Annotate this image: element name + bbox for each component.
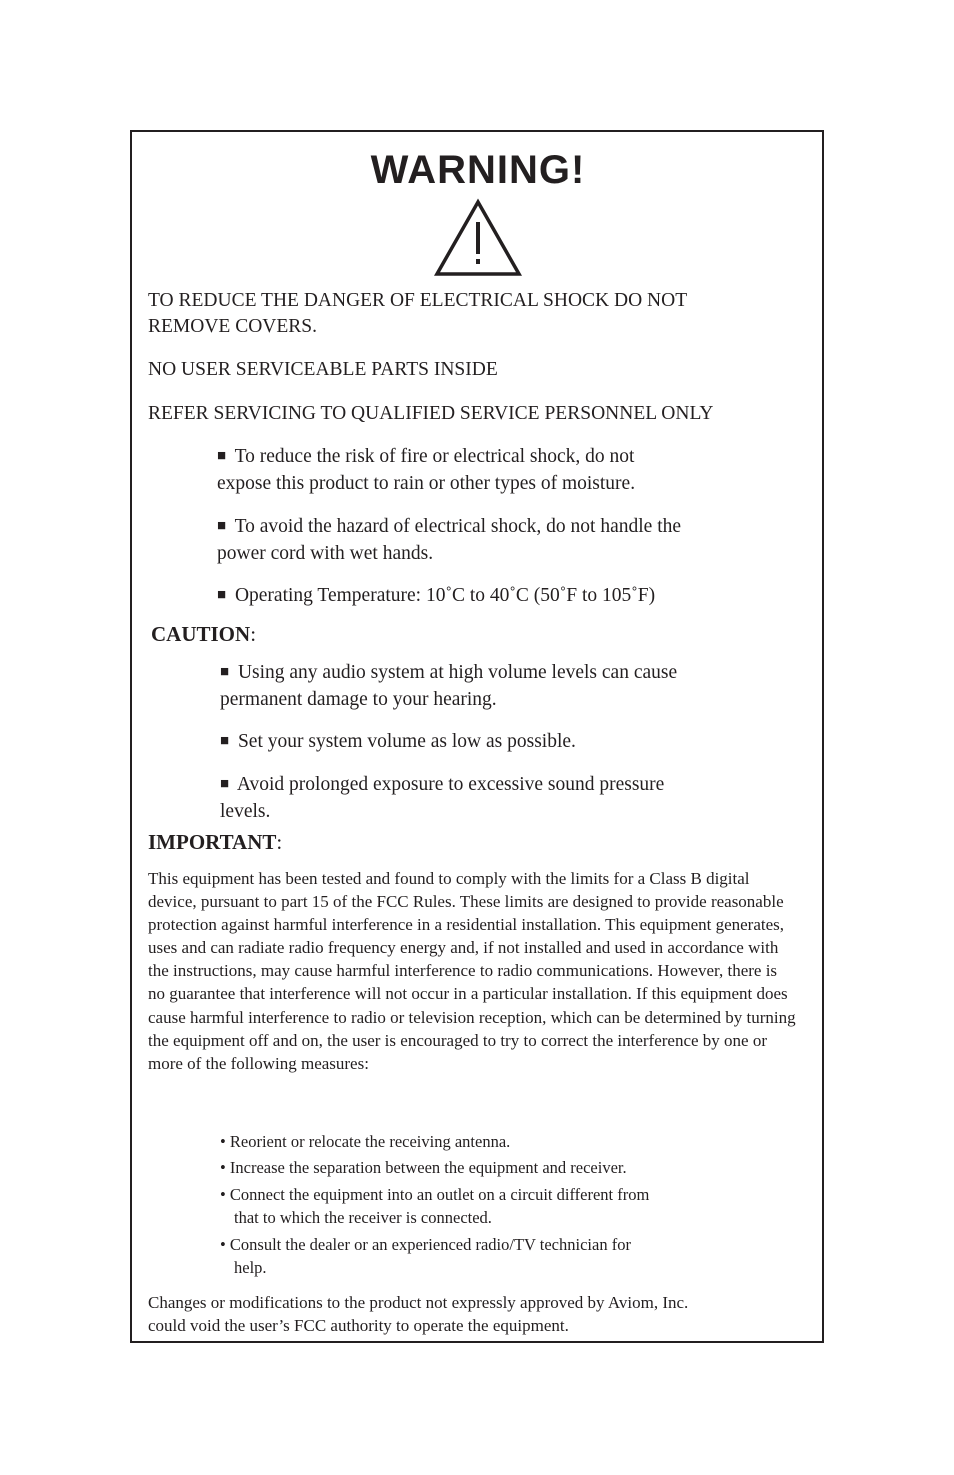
- warning-bullet-3: ■ Operating Temperature: 10˚C to 40˚C (50˚F to 105˚F): [217, 585, 656, 606]
- square-bullet-icon: ■: [220, 733, 230, 749]
- caution-heading: CAUTION:: [151, 622, 257, 646]
- fcc-compliance-paragraph: This equipment has been tested and found to comply with the limits for a Class B digital device, pursuant to part 15 of the FCC Rules. These limits are designed to provide reasonable protection against harmful interference in a residential installation. This equipment generates, uses and can radiate radio frequency energy and, if not installed and used in accordance with the instructions, may cause harmful interference to radio communications. However, there is no guarantee that interference will not occur in a particular installation. If this equipment does cause harmful interference to radio or television reception, which can be determined by turning the equipment off and on, the user is encouraged to try to correct the interference by one or more of the following measures:: [148, 869, 796, 1073]
- caution-bullet-2: ■ Set your system volume as low as possible.: [220, 731, 576, 752]
- square-bullet-icon: ■: [217, 448, 227, 464]
- fcc-modification-notice: Changes or modifications to the product not expressly approved by Aviom, Inc. could void the user’s FCC authority to operate the equipment.: [148, 1293, 689, 1335]
- square-bullet-icon: ■: [217, 587, 227, 603]
- measure-item-1: • Reorient or relocate the receiving antenna.: [220, 1132, 511, 1151]
- warning-title: WARNING!: [370, 148, 586, 192]
- warning-triangle-icon: [433, 198, 523, 278]
- square-bullet-icon: ■: [220, 664, 230, 680]
- square-bullet-icon: ■: [220, 776, 230, 792]
- caution-bullet-3: ■ Avoid prolonged exposure to excessive sound pressure levels.: [220, 774, 665, 822]
- measure-item-3: • Connect the equipment into an outlet on a circuit different from that to which the receiver is connected.: [220, 1185, 650, 1227]
- caution-bullet-1: ■ Using any audio system at high volume levels can cause permanent damage to your hearing.: [220, 662, 678, 710]
- warning-notice-box: [130, 130, 824, 1343]
- warning-line-3: NO USER SERVICEABLE PARTS INSIDE: [148, 359, 498, 380]
- measure-item-2: • Increase the separation between the equipment and receiver.: [220, 1158, 627, 1177]
- warning-bullet-2: ■ To avoid the hazard of electrical shock, do not handle the power cord with wet hands.: [217, 516, 682, 564]
- warning-line-2: REMOVE COVERS.: [148, 316, 318, 337]
- warning-bullet-1: ■ To reduce the risk of fire or electrical shock, do not expose this product to rain or other types of moisture.: [217, 446, 636, 494]
- square-bullet-icon: ■: [217, 518, 227, 534]
- measure-item-4: • Consult the dealer or an experienced radio/TV technician for help.: [220, 1235, 631, 1277]
- important-heading: IMPORTANT:: [148, 830, 283, 854]
- warning-line-1: TO REDUCE THE DANGER OF ELECTRICAL SHOCK DO NOT: [148, 290, 688, 311]
- warning-line-4: REFER SERVICING TO QUALIFIED SERVICE PERSONNEL ONLY: [148, 403, 714, 424]
